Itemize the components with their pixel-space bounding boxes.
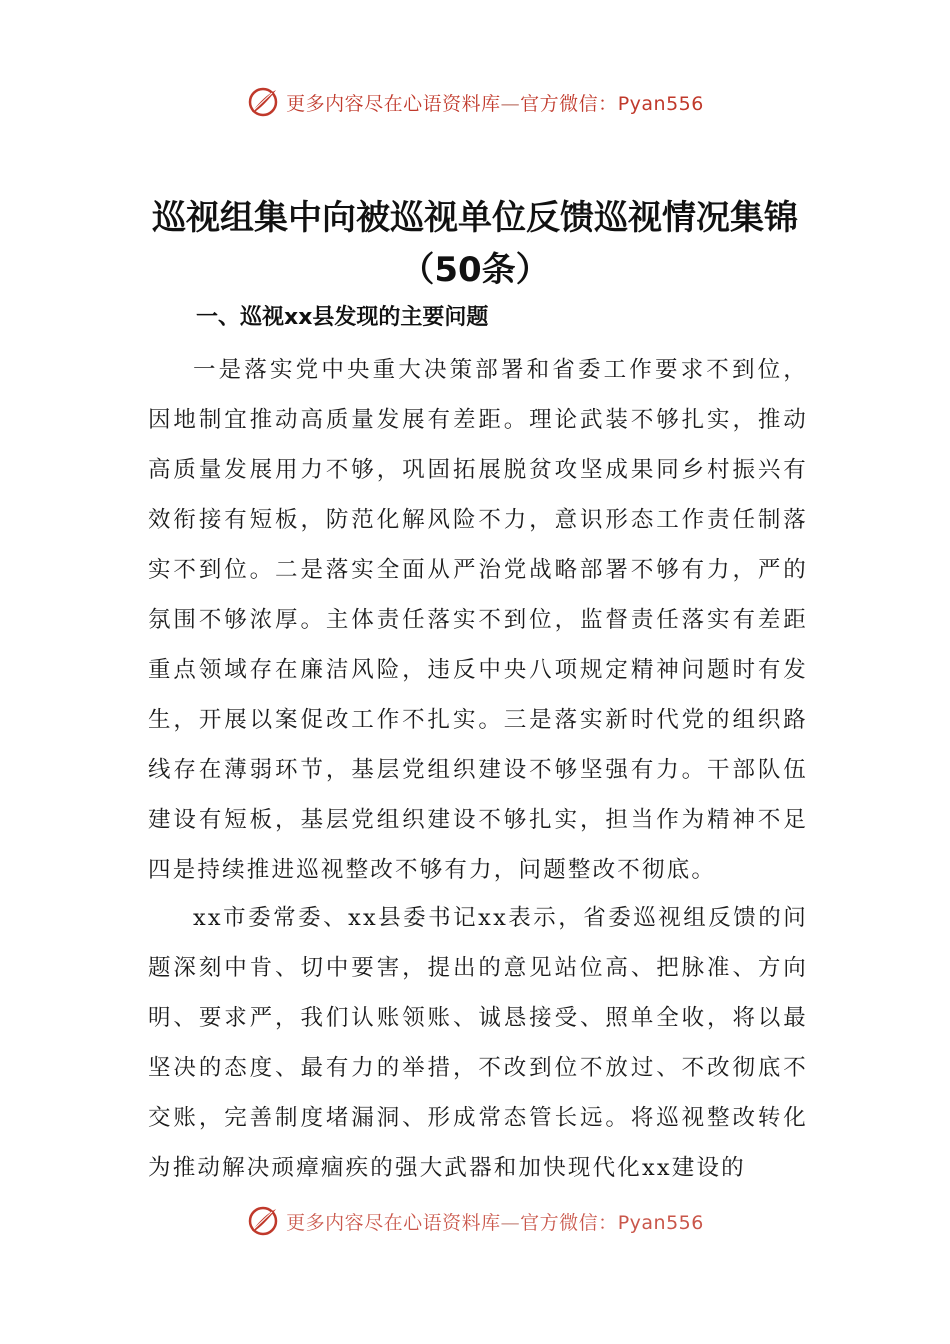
watermark-wechat-id: Pyan556 xyxy=(617,1211,704,1234)
watermark-text-cn: 更多内容尽在心语资料库 xyxy=(286,1211,501,1234)
watermark-banner-bottom xyxy=(0,1203,950,1239)
watermark-label: 官方微信： xyxy=(520,92,618,115)
watermark-separator: — xyxy=(500,1211,521,1234)
watermark-separator: — xyxy=(500,92,521,115)
document-title: 巡视组集中向被巡视单位反馈巡视情况集锦（50条） xyxy=(152,198,798,290)
watermark-wechat-id: Pyan556 xyxy=(617,92,704,115)
feather-logo-icon xyxy=(246,85,280,119)
body-paragraph: 一是落实党中央重大决策部署和省委工作要求不到位，因地制宜推动高质量发展有差距。理论武装不够扎实，推动高质量发展用力不够，巩固拓展脱贫攻坚成果同乡村振兴有效衔接有短板，防范化解风险不力，意识形态工作责任制落实不到位。二是落实全面从严治党战略部署不够有力，严的氛围不够浓厚。主体责任落实不到位，监督责任落实有差距重点领域存在廉洁风险，违反中央八项规定精神问题时有发生，开展以案促改工作不扎实。三是落实新时代党的组织路线存在薄弱环节，基层党组织建设不够坚强有力。干部队伍建设有短板，基层党组织建设不够扎实，担当作为精神不足四是持续推进巡视整改不够有力，问题整改不彻底。 xyxy=(148,357,808,883)
watermark-text-cn: 更多内容尽在心语资料库 xyxy=(286,92,501,115)
feather-logo-icon xyxy=(246,1204,280,1238)
section-heading: 一、巡视xx县发现的主要问题 xyxy=(196,305,489,330)
watermark-text xyxy=(286,1208,704,1235)
body-paragraph: xx市委常委、xx县委书记xx表示，省委巡视组反馈的问题深刻中肯、切中要害，提出的意见站位高、把脉准、方向明、要求严，我们认账领账、诚恳接受、照单全收，将以最坚决的态度、最有力的举措，不改到位不放过、不改彻底不交账，完善制度堵漏洞、形成常态管长远。将巡视整改转化为推动解决顽瘴痼疾的强大武器和加快现代化xx建设的 xyxy=(148,905,808,1181)
watermark-banner-top xyxy=(0,82,950,122)
watermark-label: 官方微信： xyxy=(520,1211,618,1234)
watermark-text xyxy=(286,89,704,116)
